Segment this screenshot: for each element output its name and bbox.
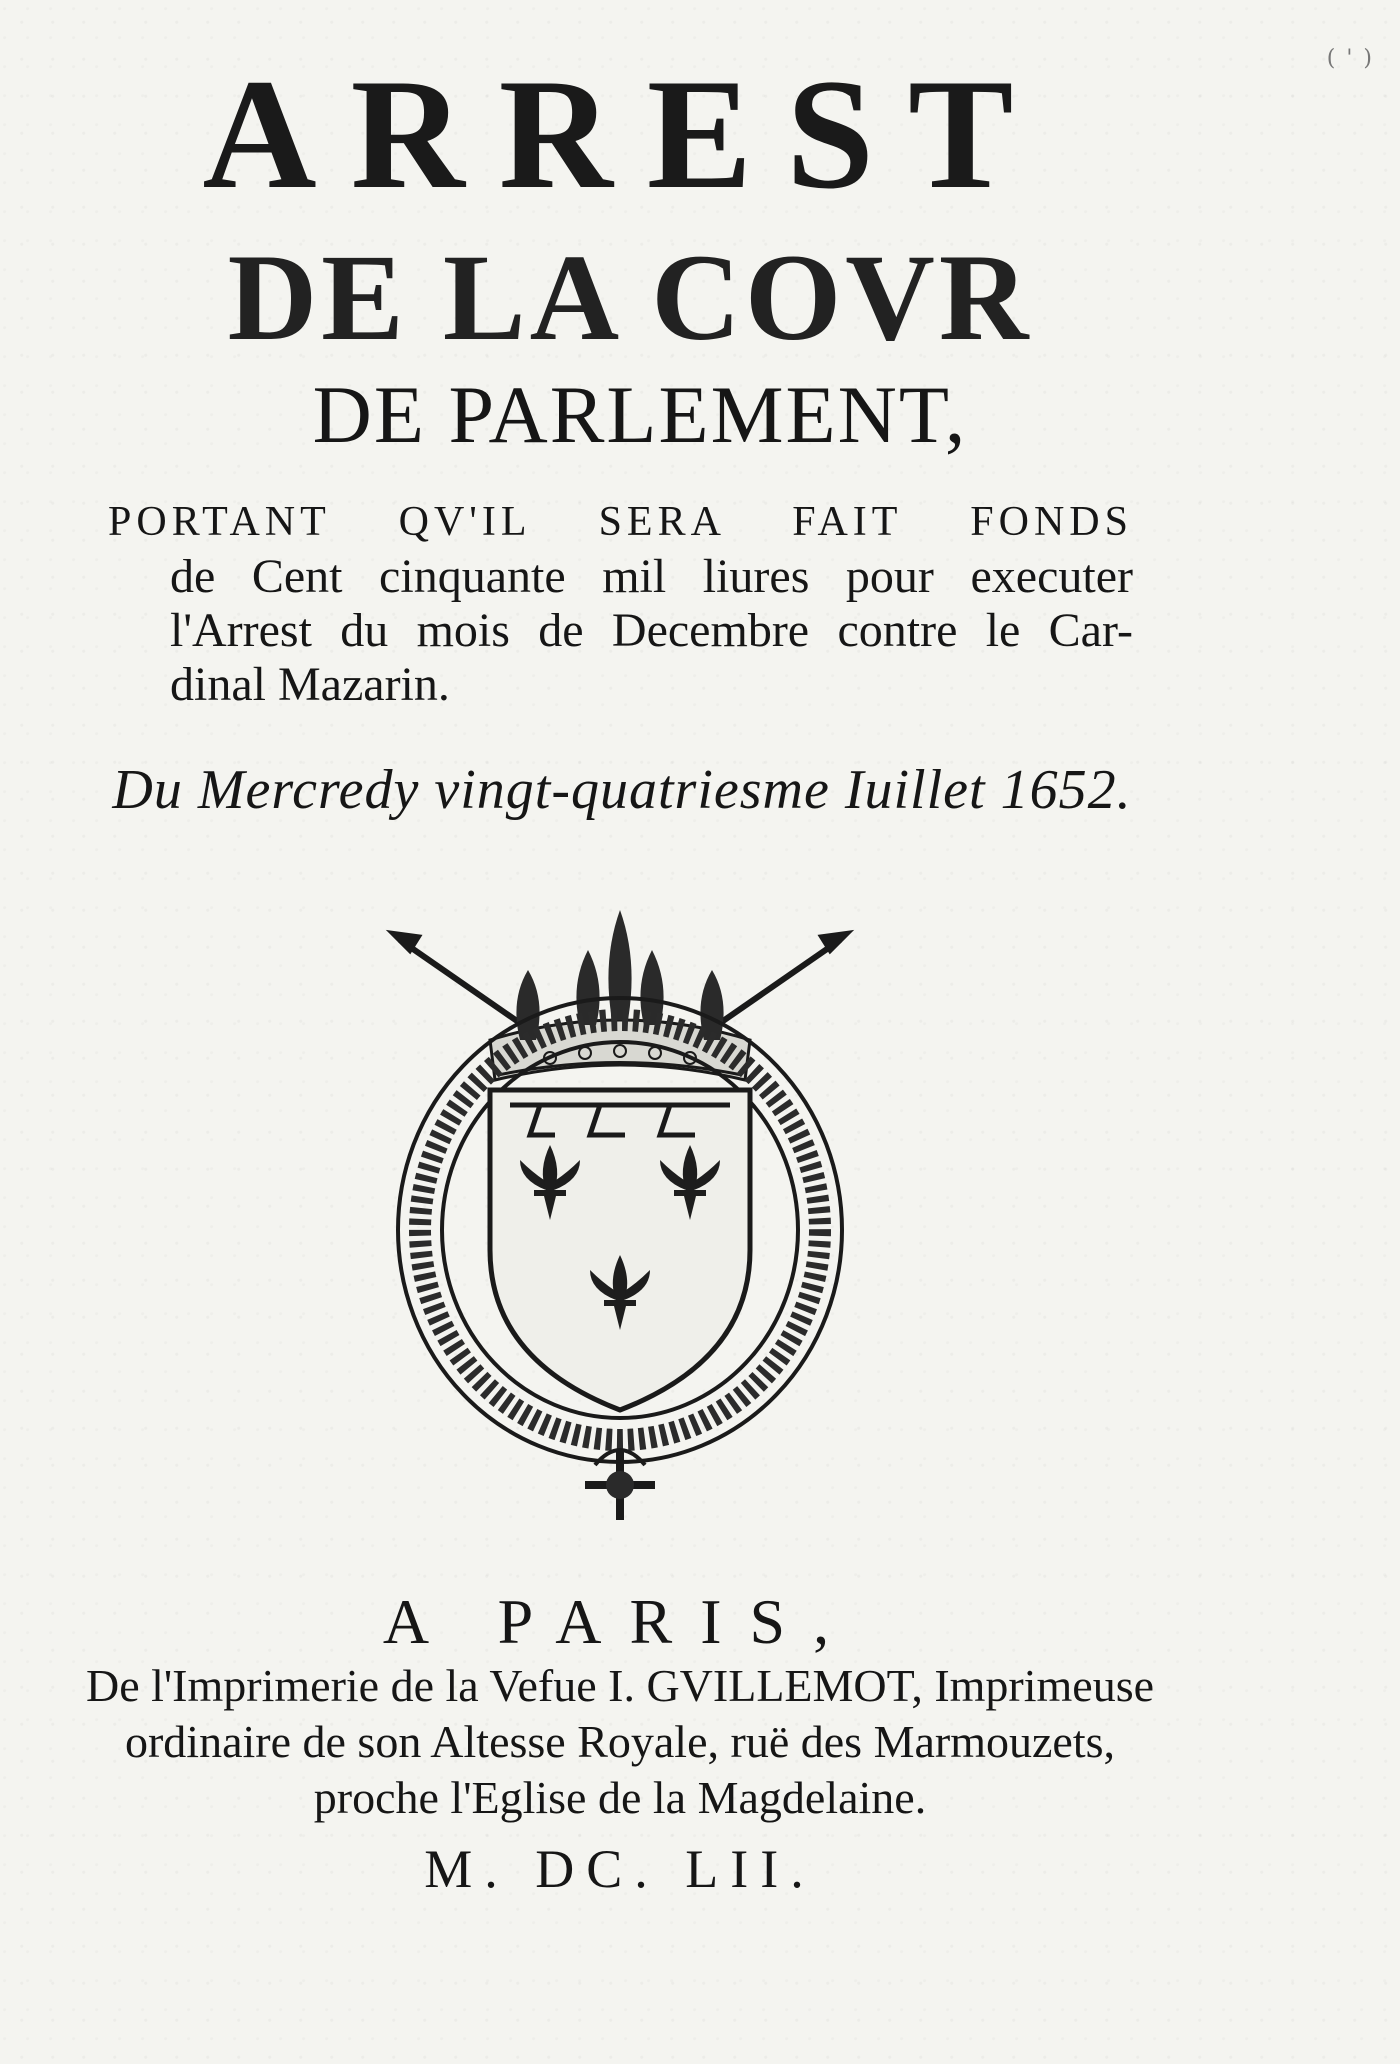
subtitle-line-2: de Cent cinquante mil liures pour executer xyxy=(170,550,1133,603)
title-arrest: ARREST xyxy=(202,47,1048,222)
subtitle-block xyxy=(108,494,1133,712)
imprint-line-1: De l'Imprimerie de la Vefue I. GVILLEMOT, Imprimeuse xyxy=(85,1660,1155,1711)
imprint-line-3: proche l'Eglise de la Magdelaine. xyxy=(313,1772,927,1823)
title-de-parlement: DE PARLEMENT, xyxy=(312,369,968,460)
title-de-la-cour: DE LA COVR xyxy=(227,229,1033,366)
royal-coat-of-arms-icon xyxy=(380,890,860,1530)
imprint-line-2: ordinaire de son Altesse Royale, ruë des Marmouzets, xyxy=(124,1716,1115,1767)
imprint-city: A PARIS, xyxy=(382,1586,858,1657)
imprint-year: M. DC. LII. xyxy=(424,1839,816,1899)
subtitle-line-4: dinal Mazarin. xyxy=(170,658,450,711)
date-line: Du Mercredy vingt-quatriesme Iuillet 1652. xyxy=(112,759,1132,821)
subtitle-line-3: l'Arrest du mois de Decembre contre le Car- xyxy=(170,604,1133,657)
page-number-mark: ( ' ) xyxy=(1326,46,1374,71)
imprint-block xyxy=(40,1586,1200,1904)
subtitle-caps-line: PORTANT QV'IL SERA FAIT FONDS xyxy=(108,499,1133,545)
